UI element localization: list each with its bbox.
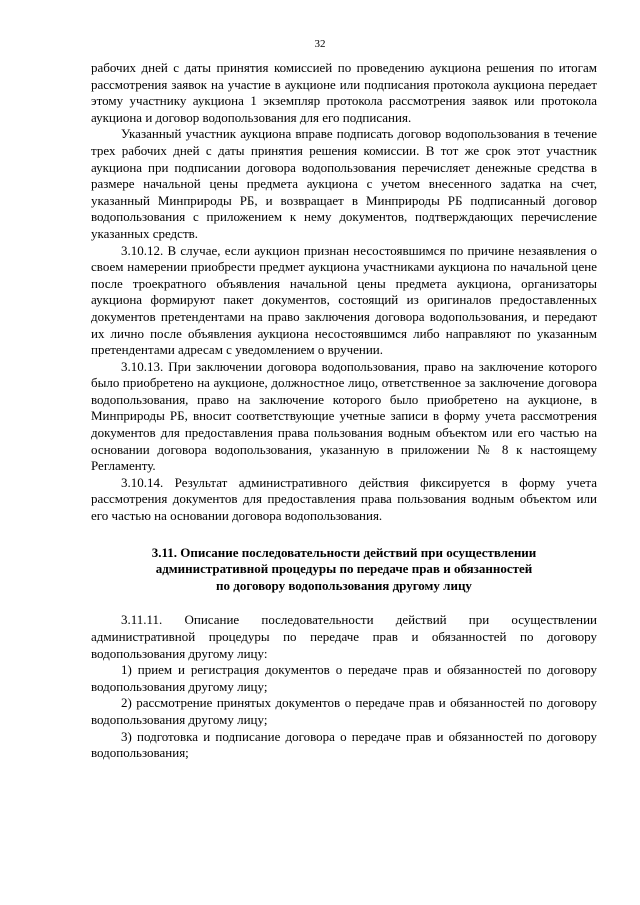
- section-heading-line: по договору водопользования другому лицу: [216, 577, 472, 593]
- paragraph-3-11-11: 3.11.11. Описание последовательности действий при осуществлении административной процедуры по передаче прав и обязанностей по договору водопользования другому лицу:: [91, 612, 597, 661]
- section-heading-line: 3.11. Описание последовательности действий при осуществлении: [151, 544, 537, 560]
- paragraph-continuation: рабочих дней с даты принятия комиссией по проведению аукциона решения по итогам рассмотрения заявок на участие в аукционе или подписания протокола аукциона передает этому участнику аукциона 1 экземпляр протокола рассмотрения заявок или протокола аукциона и договор водопользования для его подписания.: [91, 60, 597, 125]
- section-heading-3-11: [91, 545, 597, 595]
- paragraph-participant-signing: Указанный участник аукциона вправе подписать договор водопользования в течение трех рабочих дней с даты принятия решения комиссии. В тот же срок этот участник аукциона при подписании договора водопользования перечисляет денежные средства в размере начальной цены предмета аукциона с учетом внесенного задатка на счет, указанный Минприроды РБ, и возвращает в Минприроды РБ подписанный договор водопользования с приложением к нему документов, подтверждающих перечисление указанных средств.: [91, 126, 597, 241]
- page-number: 32: [314, 38, 326, 50]
- paragraph-3-10-14: 3.10.14. Результат административного действия фиксируется в форму учета рассмотрения документов для предоставления права пользования водным объектом или его частью на основании договора водопользования.: [91, 474, 597, 524]
- paragraph-3-10-12: 3.10.12. В случае, если аукцион признан несостоявшимся по причине незаявления о своем намерении приобрести предмет аукциона участниками аукциона по начальной цене после троекратного объявления начальной цены предмета аукциона, организаторы аукциона формируют пакет документов, состоящий из оригиналов предоставленных документов претендентами на право заключения договора водопользования, и передают их лично после объявления аукциона несостоявшимся либо направляют по указанным претендентами адресам с уведомлением о вручении.: [91, 242, 597, 358]
- list-item-1: 1) прием и регистрация документов о передаче прав и обязанностей по договору водопользования другому лицу;: [91, 662, 597, 694]
- document-body: [91, 60, 597, 762]
- list-item-3: 3) подготовка и подписание договора о передаче прав и обязанностей по договору водопользования;: [91, 728, 597, 761]
- list-item-2: 2) рассмотрение принятых документов о передаче прав и обязанностей по договору водопользования другому лицу;: [91, 695, 597, 727]
- section-heading-line: административной процедуры по передаче прав и обязанностей: [155, 561, 533, 577]
- paragraph-3-10-13: 3.10.13. При заключении договора водопользования, право на заключение которого было приобретено на аукционе, должностное лицо, ответственное за заключение договора водопользования, право на заключение которого было приобретено на аукционе, в Минприроды РБ, вносит соответствующие учетные записи в форму учета рассмотрения документов для предоставления права пользования водным объектом или его частью на основании договора водопользования, указанную в приложении № 8 к настоящему Регламенту.: [91, 358, 597, 474]
